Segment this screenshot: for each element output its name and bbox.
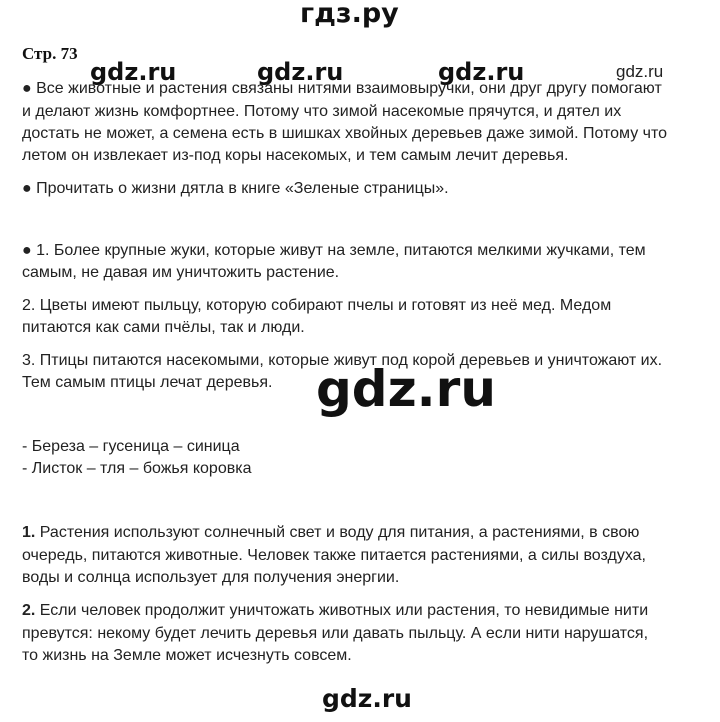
text-line: 2. Цветы имеют пыльцу, которую собирают пчелы и готовят из неё мед. Медом	[22, 297, 612, 314]
text-line: самым, не давая им уничтожить растение.	[22, 264, 340, 281]
text-line: 3. Птицы питаются насекомыми, которые живут под корой деревьев и уничтожают их.	[22, 352, 663, 369]
food-chain-item: - Береза – гусеница – синица	[22, 438, 240, 455]
answer-line: превутся: некому будет лечить деревья или давать пыльцу. А если нити нарушатся,	[22, 625, 649, 642]
answer-line: то жизнь на Земле может исчезнуть совсем.	[22, 647, 352, 664]
answer-line	[22, 602, 648, 620]
text-line: достать не может, а семена есть в шишках хвойных деревьев даже зимой. Потому что	[22, 125, 668, 142]
text-line: и делают жизнь комфортнее. Потому что зимой насекомые прячутся, и дятел их	[22, 103, 622, 120]
text-line: ● 1. Более крупные жуки, которые живут на земле, питаются мелкими жучками, тем	[22, 242, 646, 259]
answer-number: 2.	[22, 602, 36, 619]
watermark-large: gdz.ru	[316, 360, 496, 418]
watermark: gdz.ru	[90, 58, 177, 86]
text-line: ● Все животные и растения связаны нитями взаимовыручки, они друг другу помогают	[22, 80, 662, 97]
text-line: Тем самым птицы лечат деревья.	[22, 374, 273, 391]
watermark: gdz.ru	[616, 62, 664, 81]
answer-text: Растения используют солнечный свет и воду для питания, а растениями, в свою	[35, 524, 640, 541]
answer-line: очередь, питаются животные. Человек также питается растениями, а силы воздуха,	[22, 547, 646, 564]
text-line: ● Прочитать о жизни дятла в книге «Зеленые страницы».	[22, 180, 449, 197]
watermark: gdz.ru	[257, 58, 344, 86]
text-line: летом он извлекает из-под коры насекомых, и тем самым лечит деревья.	[22, 147, 569, 164]
footer-watermark: gdz.ru	[322, 684, 412, 713]
answer-line: воды и солнца использует для получения энергии.	[22, 569, 400, 586]
food-chain-item: - Листок – тля – божья коровка	[22, 460, 252, 477]
watermark: gdz.ru	[438, 58, 525, 86]
site-header: гдз.ру	[300, 0, 399, 29]
text-line: питаются как сами пчёлы, так и люди.	[22, 319, 305, 336]
answer-number: 1.	[22, 524, 36, 541]
page-label: Стр. 73	[22, 44, 78, 63]
answer-text: Если человек продолжит уничтожать животных или растения, то невидимые нити	[35, 602, 649, 619]
answer-line	[22, 524, 639, 542]
